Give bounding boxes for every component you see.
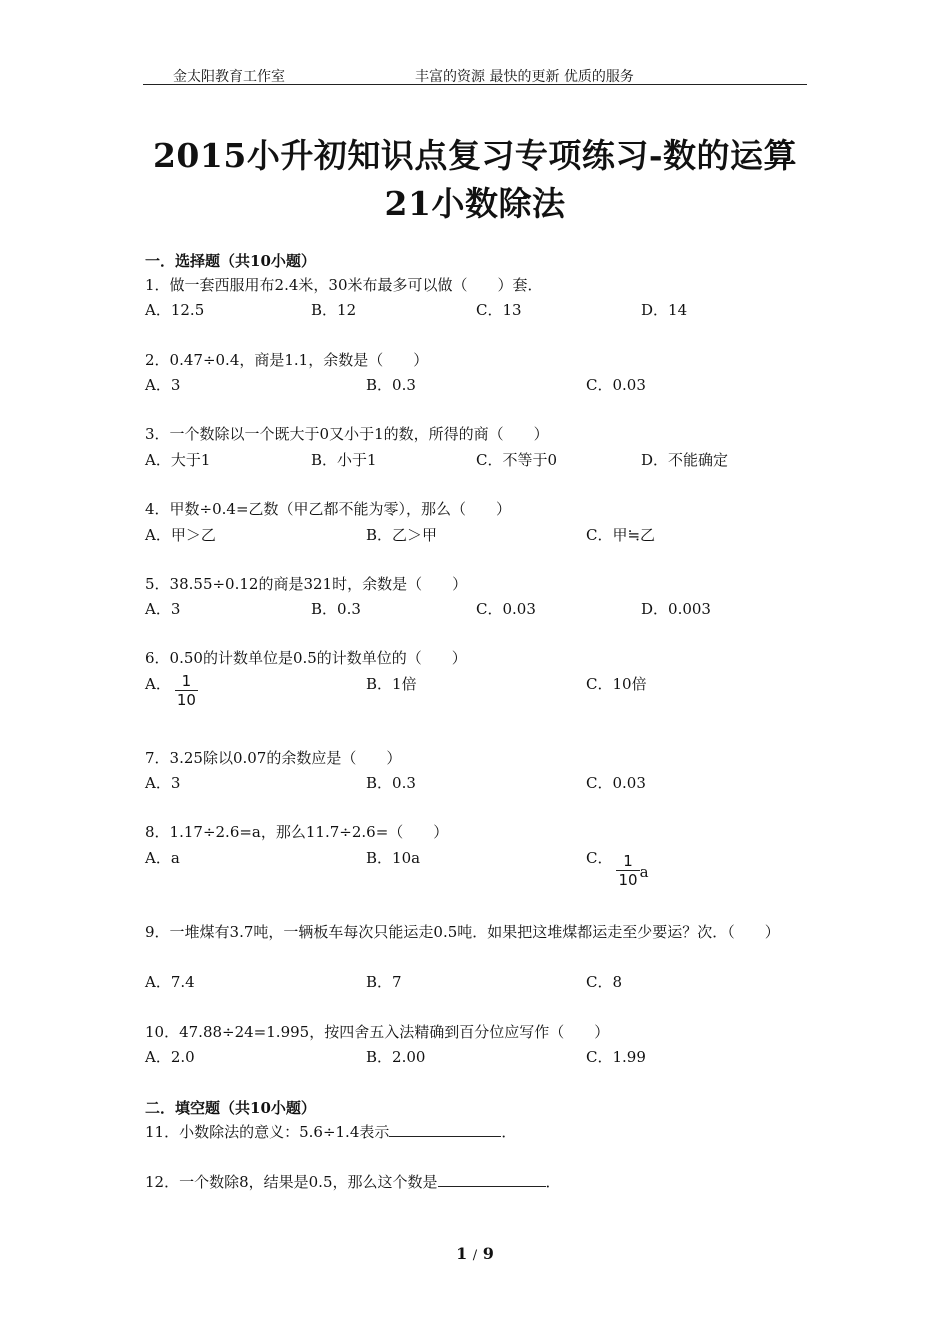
fraction-suffix: a	[639, 863, 649, 881]
fraction-numerator: 1	[175, 672, 198, 691]
page-header	[143, 64, 807, 85]
q6-option-a	[145, 672, 198, 709]
answer-blank[interactable]	[438, 1170, 546, 1187]
answer-blank[interactable]	[389, 1120, 501, 1137]
question-1: 1．做一套西服用布2.4米，30米布最多可以做（ ）套．	[145, 276, 543, 294]
question-5: 5．38.55÷0.12的商是321时，余数是（ ）	[145, 575, 468, 593]
question-11	[145, 1120, 810, 1145]
q8-option-c	[586, 846, 649, 889]
q2-option-b: B．0.3	[366, 376, 416, 394]
q5-option-b: B．0.3	[311, 600, 361, 618]
section-heading-choice: 一．选择题（共10小题）	[145, 252, 316, 270]
q6-option-c: C．10倍	[586, 675, 647, 693]
question-11-text: 11．小数除法的意义：5.6÷1.4表示	[145, 1123, 390, 1141]
fraction-denominator: 10	[618, 871, 638, 889]
question-7: 7．3.25除以0.07的余数应是（ ）	[145, 749, 402, 767]
q1-option-a: A．12.5	[145, 301, 205, 319]
question-8: 8．1.17÷2.6=a，那么11.7÷2.6=（ ）	[145, 823, 449, 841]
question-12-end: ．	[545, 1173, 561, 1191]
question-11-end: ．	[501, 1123, 517, 1141]
page-number	[0, 1244, 950, 1263]
page-separator: /	[472, 1248, 478, 1263]
q4-option-a: A．甲＞乙	[145, 526, 216, 544]
q8-option-c-label: C．	[586, 849, 613, 867]
q5-option-d: D．0.003	[641, 600, 711, 618]
q10-option-b: B．2.00	[366, 1048, 426, 1066]
question-3: 3．一个数除以一个既大于0又小于1的数，所得的商（ ）	[145, 425, 549, 443]
q1-option-d: D．14	[641, 301, 688, 319]
q8-option-a: A．a	[145, 849, 180, 867]
q1-option-c: C．13	[476, 301, 522, 319]
q6-option-a-label: A．	[145, 675, 171, 693]
document-title-line1: 2015小升初知识点复习专项练习-数的运算	[152, 136, 798, 175]
q7-option-c: C．0.03	[586, 774, 646, 792]
question-12-text: 12．一个数除8，结果是0.5，那么这个数是	[145, 1173, 438, 1191]
q3-option-d: D．不能确定	[641, 451, 729, 469]
fraction-one-tenth	[175, 672, 198, 709]
q10-option-c: C．1.99	[586, 1048, 646, 1066]
q9-option-c: C．8	[586, 973, 623, 991]
q2-option-c: C．0.03	[586, 376, 646, 394]
q4-option-b: B．乙＞甲	[366, 526, 438, 544]
question-4: 4．甲数÷0.4=乙数（甲乙都不能为零），那么（ ）	[145, 500, 512, 518]
question-6: 6．0.50的计数单位是0.5的计数单位的（ ）	[145, 649, 467, 667]
header-right-text: 丰富的资源 最快的更新 优质的服务	[415, 69, 634, 85]
header-left-text: 金太阳教育工作室	[173, 69, 285, 85]
q1-option-b: B．12	[311, 301, 357, 319]
q7-option-b: B．0.3	[366, 774, 416, 792]
current-page: 1	[456, 1244, 468, 1263]
question-10: 10．47.88÷24=1.995，按四舍五入法精确到百分位应写作（ ）	[145, 1023, 610, 1041]
fraction-denominator: 10	[176, 691, 196, 709]
q7-option-a: A．3	[145, 774, 181, 792]
q4-option-c: C．甲≒乙	[586, 526, 656, 544]
question-12	[145, 1170, 810, 1195]
q3-option-a: A．大于1	[145, 451, 211, 469]
q9-option-b: B．7	[366, 973, 402, 991]
question-9: 9．一堆煤有3.7吨，一辆板车每次只能运走0.5吨．如果把这堆煤都运走至少要运？次．（ ）	[145, 923, 780, 941]
q8-option-b: B．10a	[366, 849, 421, 867]
document-title-line2: 21小数除法	[384, 184, 566, 223]
q2-option-a: A．3	[145, 376, 181, 394]
section-heading-fill-in: 二．填空题（共10小题）	[145, 1099, 316, 1117]
fraction-numerator: 1	[616, 852, 639, 871]
q3-option-b: B．小于1	[311, 451, 377, 469]
q3-option-c: C．不等于0	[476, 451, 558, 469]
q6-option-b: B．1倍	[366, 675, 417, 693]
q10-option-a: A．2.0	[145, 1048, 195, 1066]
q9-option-a: A．7.4	[145, 973, 195, 991]
question-2: 2．0.47÷0.4，商是1.1，余数是（ ）	[145, 351, 429, 369]
total-pages: 9	[482, 1244, 494, 1263]
q5-option-a: A．3	[145, 600, 181, 618]
fraction-one-tenth	[616, 852, 639, 889]
q5-option-c: C．0.03	[476, 600, 536, 618]
